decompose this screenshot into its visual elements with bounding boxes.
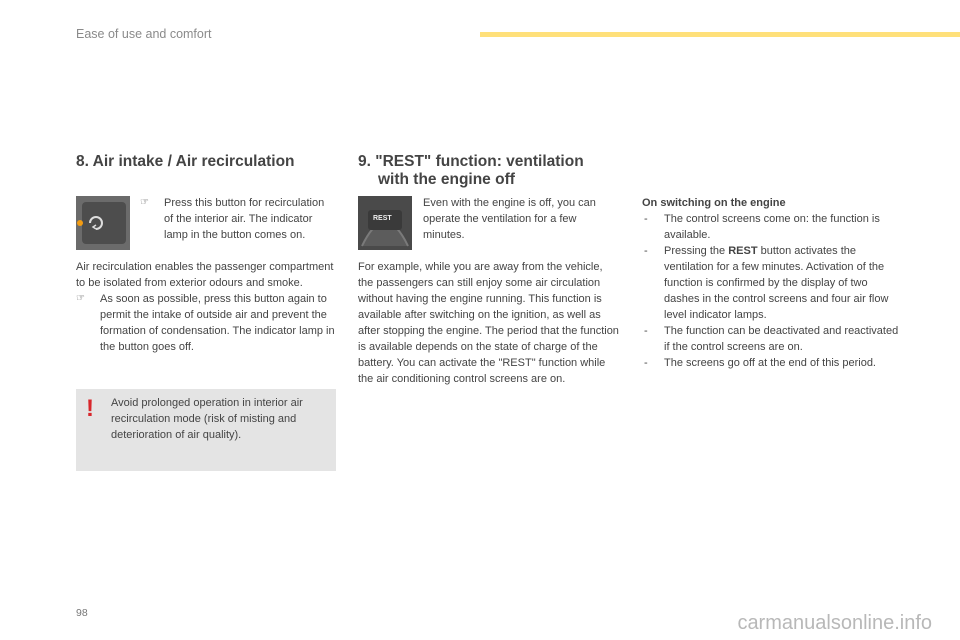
switching-item-2-post: button activates the ventilation for a few minutes. Activation of the function is confirmed by the display of two dashes in the control screens and four air flow level indicator lamps. — [664, 245, 889, 321]
warning-icon: ! — [86, 395, 94, 422]
section-9-intro: Even with the engine is off, you can operate the ventilation for a few minutes. — [423, 197, 596, 241]
page-header-title: Ease of use and comfort — [76, 27, 212, 41]
section-8-bullet-2-text: As soon as possible, press this button again to permit the intake of outside air and prevent the formation of condensation. The indicator lamp in the button goes off. — [100, 293, 335, 353]
watermark: carmanualsonline.info — [737, 612, 932, 634]
switching-item-2 — [642, 243, 904, 323]
rest-button-graphic — [358, 196, 412, 250]
recirculation-button-image — [76, 196, 130, 250]
switching-item-4 — [642, 355, 904, 371]
bullet-icon: ☞ — [140, 197, 149, 208]
section-9-title — [358, 153, 584, 189]
section-9-title-line-1: 9. "REST" function: ventilation — [358, 153, 584, 170]
section-8-title: 8. Air intake / Air recirculation — [76, 153, 295, 170]
section-8-bullet-2 — [76, 291, 338, 355]
switching-item-1-text: The control screens come on: the function is available. — [664, 213, 880, 241]
rest-button-image — [358, 196, 412, 250]
warning-box — [76, 389, 336, 471]
switching-item-2-bold: REST — [728, 245, 758, 257]
page-number: 98 — [76, 607, 88, 619]
switching-item-4-text: The screens go off at the end of this period. — [664, 357, 876, 369]
switching-item-3-text: The function can be deactivated and reactivated if the control screens are on. — [664, 325, 899, 353]
rest-button-label: REST — [373, 215, 392, 222]
dash-mark: - — [644, 357, 648, 369]
dash-mark: - — [644, 245, 648, 257]
section-9-title-line-2: with the engine off — [378, 171, 515, 188]
section-8-paragraph: Air recirculation enables the passenger compartment to be isolated from exterior odours and smoke. — [76, 261, 334, 289]
section-8-bullet-1 — [140, 195, 330, 243]
bullet-icon: ☞ — [76, 293, 85, 304]
switching-item-1 — [642, 211, 904, 243]
dash-mark: - — [644, 325, 648, 337]
header-accent-bar — [480, 32, 960, 37]
section-8-bullet-1-text: Press this button for recirculation of the interior air. The indicator lamp in the button comes on. — [164, 197, 325, 241]
switching-item-2-pre: Pressing the — [664, 245, 729, 257]
recirculation-icon — [76, 196, 130, 250]
section-9-paragraph: For example, while you are away from the vehicle, the passengers can still enjoy some air circulation without having the engine running. This function is available after switching on the ignition, as well as after stopping the engine. The period that the function is available depends on the state of charge of the battery. You can activate the "REST" function while the air conditioning control screens are on. — [358, 261, 619, 385]
switching-heading: On switching on the engine — [642, 197, 786, 209]
switching-item-3 — [642, 323, 904, 355]
warning-text: Avoid prolonged operation in interior air recirculation mode (risk of misting and deterioration of air quality). — [111, 397, 303, 441]
dash-mark: - — [644, 213, 648, 225]
